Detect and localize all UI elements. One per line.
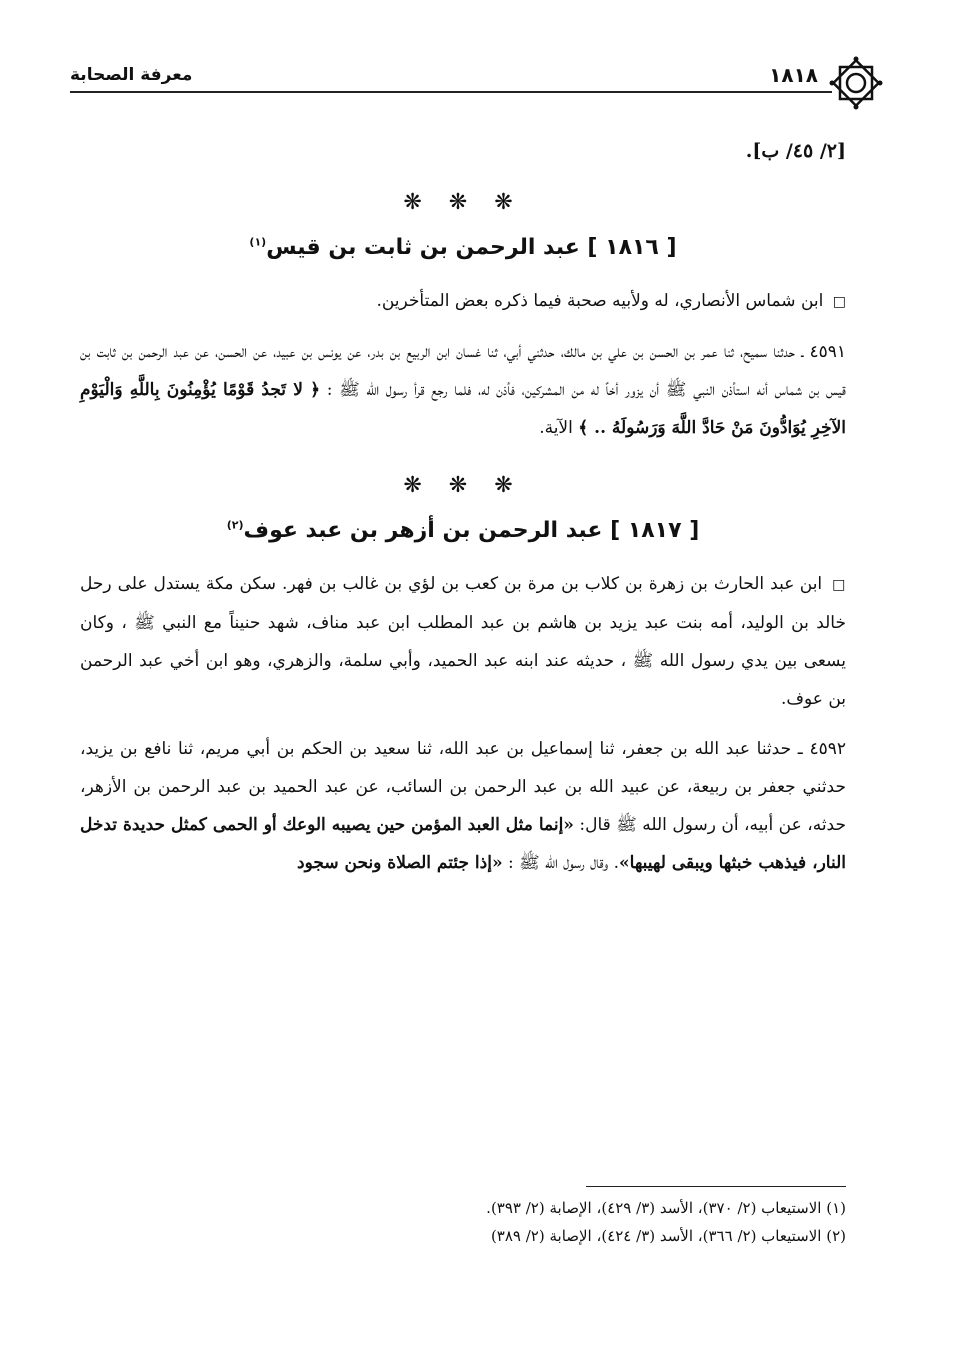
hadith-mid: . وقال رسول الله ﷺ : xyxy=(507,853,620,873)
square-bullet-icon: □ xyxy=(832,577,847,593)
hadith-paragraph xyxy=(80,333,846,447)
footnotes xyxy=(300,1194,846,1250)
entry-title xyxy=(80,235,846,260)
ornament-icon xyxy=(828,55,884,111)
quran-verse: ﴿ لا تَجدُ قَوْمًا يُؤْمِنُونَ بِاللَّهِ وَالْيَوْمِ الآخِرِ يُوَادُّونَ مَنْ حَادَّ اللَّهَ وَرَسُولَهُ .. ﴾ xyxy=(80,380,846,438)
square-bullet-icon: □ xyxy=(832,294,846,310)
entry-title-text: [ ١٨١٦ ] عبد الرحمن بن ثابت بن قيس xyxy=(266,235,677,260)
footnote-marker: (١) xyxy=(249,235,267,249)
hadith-end: الآية. xyxy=(539,418,573,438)
hadith-text: ٤٥٩١ ـ حدثنا سميح، ثنا عمر بن الحسن بن علي بن مالك، حدثني أبي، ثنا غسان ابن الربيع بن بدر، عن يونس بن عبيد، عن الحسن، عن عبد الرحمن بن ثابت بن قيس بن شماس أنه استأذن النبي ﷺ أن يزور أخاً له من المشركين، فأذن له، فلما رجع قرأ رسول الله ﷺ : xyxy=(80,342,846,400)
book-title: معرفة الصحابة xyxy=(70,65,193,85)
hadith-quote-2: «إذا جئتم الصلاة ونحن سجود xyxy=(297,853,503,873)
footnote-2: (٢) الاستيعاب (٢/ ٣٦٦)، الأسد (٣/ ٤٢٤)، الإصابة (٢/ ٣٨٩) xyxy=(490,1227,846,1245)
section-separator: ❋ ❋ ❋ xyxy=(403,473,523,498)
main-content xyxy=(80,140,846,894)
manuscript-reference: [٢/ ٤٥/ ب]. xyxy=(745,140,846,162)
entry-intro xyxy=(80,565,846,718)
footnote-1: (١) الاستيعاب (٢/ ٣٧٠)، الأسد (٣/ ٤٢٩)، الإصابة (٢/ ٣٩٣). xyxy=(486,1199,846,1217)
hadith-paragraph xyxy=(80,730,846,882)
header-rule xyxy=(70,91,832,93)
entry-intro-text: ابن شماس الأنصاري، له ولأبيه صحبة فيما ذكره بعض المتأخرين. xyxy=(376,291,824,311)
hadith-quote: «إنما مثل العبد المؤمن حين يصيبه الوعك أو الحمى كمثل حديدة تدخل النار، فيذهب خبثها ويبقى لهيبها» xyxy=(80,815,846,873)
entry-title-text: [ ١٨١٧ ] عبد الرحمن بن أزهر بن عبد عوف xyxy=(243,518,700,543)
entry-intro xyxy=(80,282,846,321)
entry-intro-text: ابن عبد الحارث بن زهرة بن كلاب بن مرة بن كعب بن لؤي بن غالب بن فهر. سكن مكة يستدل على رحل خالد بن الوليد، أمه بنت عبد يزيد بن هاشم بن عبد المطلب ابن عبد مناف، شهد حنيناً مع النبي ﷺ ، وكان يسعى بين يدي رسول الله ﷺ ، حديثه عند ابنه عبد الحميد، وأبي سلمة، والزهري، وهو ابن أخي عبد الرحمن بن عوف. xyxy=(80,574,846,709)
page-number: ١٨١٨ xyxy=(769,63,818,87)
footnote-rule xyxy=(586,1186,846,1187)
hadith-text: ٤٥٩٢ ـ حدثنا عبد الله بن جعفر، ثنا إسماعيل بن عبد الله، ثنا سعيد بن الحكم بن أبي مريم، ثنا نافع بن يزيد، حدثني جعفر بن ربيعة، عن عبيد الله بن عبد الرحمن بن السائب، عن عبد الحميد بن عبد الرحمن بن الأزهر، حدثه، عن أبيه، أن رسول الله ﷺ قال: xyxy=(80,739,846,835)
entry-title xyxy=(80,518,846,543)
section-separator: ❋ ❋ ❋ xyxy=(403,190,523,215)
page-header xyxy=(70,55,884,115)
footnote-marker: (٢) xyxy=(226,518,244,532)
